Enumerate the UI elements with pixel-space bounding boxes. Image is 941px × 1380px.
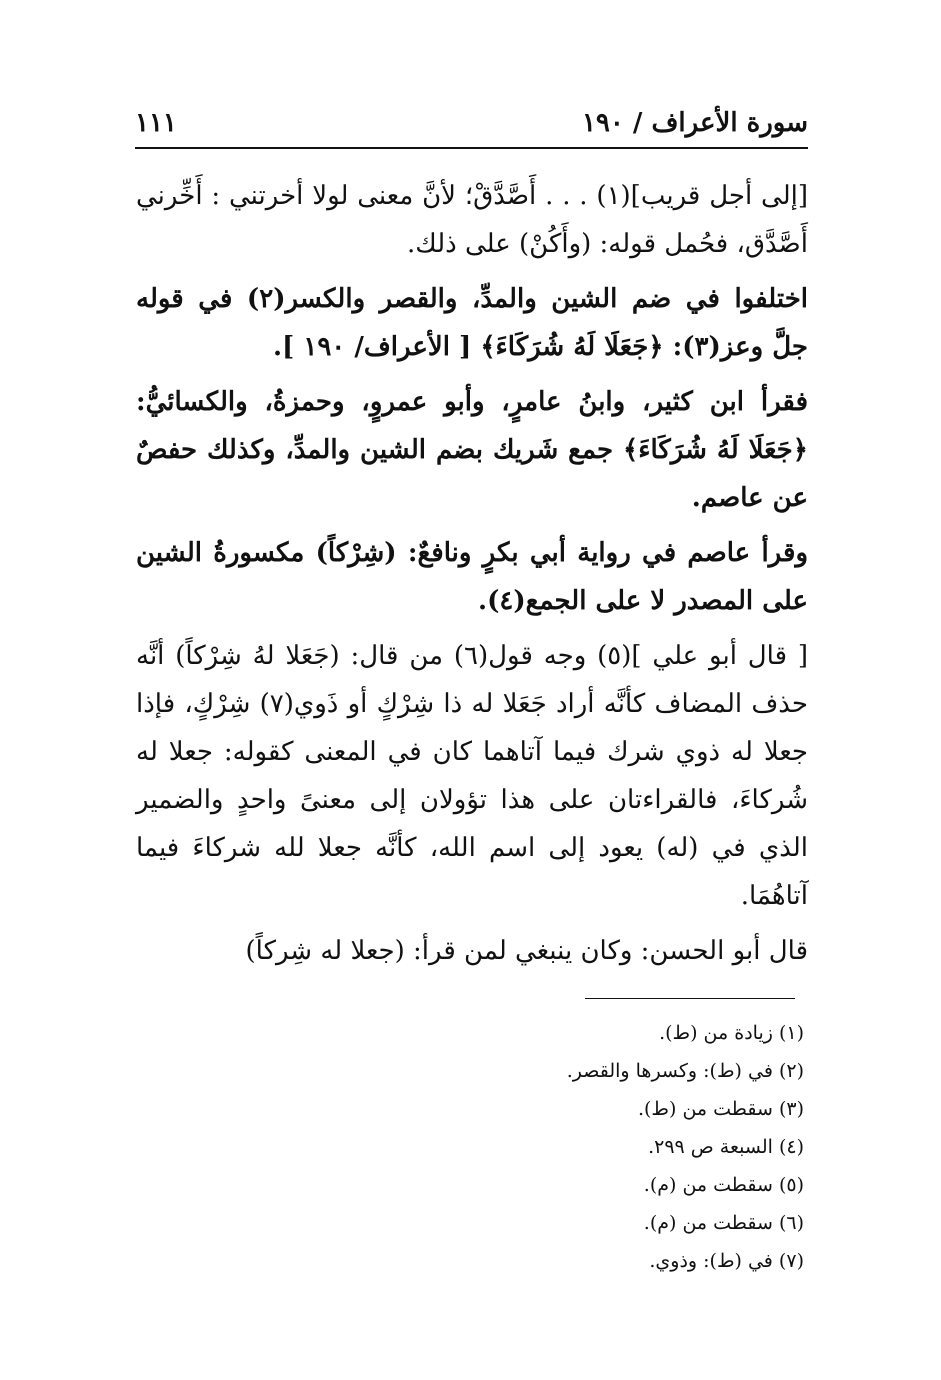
paragraph-5: [ قال أبو علي ](٥) وجه قول(٦) من قال: (جَعَلا لهُ شِرْكاً) أنَّه حذف المضاف كأنَّه أراد جَعَلا له ذا شِرْكٍ أو ذَوي(٧) شِرْكٍ، فإذا جعلا له ذوي شرك فيما آتاهما كان في المعنى كقوله: جعلا له شُركاءَ، فالقراءتان على هذا تؤولان إلى معنىً واحدٍ والضمير الذي في (له) يعود إلى اسم الله، كأنَّه جعلا لله شركاءَ فيما آتاهُمَا. [136, 641, 809, 911]
footnote-divider [585, 998, 795, 999]
paragraph-6: قال أبو الحسن: وكان ينبغي لمن قرأ: (جعلا له شِركاً) [245, 936, 808, 966]
footnotes-list [567, 1014, 804, 1280]
page-header [135, 106, 808, 146]
footnote-4: (٤) السبعة ص ٢٩٩. [648, 1136, 804, 1158]
running-title: سورة الأعراف / ١٩٠ [581, 108, 808, 138]
footnote-6: (٦) سقطت من (م). [643, 1212, 804, 1234]
header-divider [135, 147, 808, 149]
paragraph-2: اختلفوا في ضم الشين والمدِّ، والقصر والكسر(٢) في قوله جلَّ وعز(٣): ﴿جَعَلَا لَهُ شُرَكَاءَ﴾ [ الأعراف/ ١٩٠ ]. [136, 284, 808, 362]
footnote-1: (١) زيادة من (ط). [659, 1022, 804, 1044]
footnote-2: (٢) في (ط): وكسرها والقصر. [566, 1060, 804, 1082]
footnote-5: (٥) سقطت من (م). [643, 1174, 804, 1196]
footnote-3: (٣) سقطت من (ط). [637, 1098, 804, 1120]
main-text [136, 172, 808, 982]
paragraph-3: فقرأ ابن كثير، وابنُ عامرٍ، وأبو عمروٍ، وحمزةُ، والكسائيُّ: ﴿جَعَلَا لَهُ شُرَكَاءَ﴾ جمع شَريك بضم الشين والمدِّ، وكذلك حفصٌ عن عاصم. [136, 387, 808, 513]
paragraph-4: وقرأ عاصم في رواية أبي بكرٍ ونافعٌ: (شِرْكاً) مكسورةُ الشين على المصدر لا على الجمع(٤). [136, 538, 808, 616]
page-number: ١١١ [135, 108, 177, 138]
paragraph-1: [إلى أجل قريب](١) . . . أَصَّدَّقْ؛ لأنَّ معنى لولا أخرتني : أَخِّرني أَصَّدَّق، فحُمل قوله: (وأَكُنْ) على ذلك. [136, 181, 808, 259]
footnote-7: (٧) في (ط): وذوي. [649, 1250, 804, 1272]
